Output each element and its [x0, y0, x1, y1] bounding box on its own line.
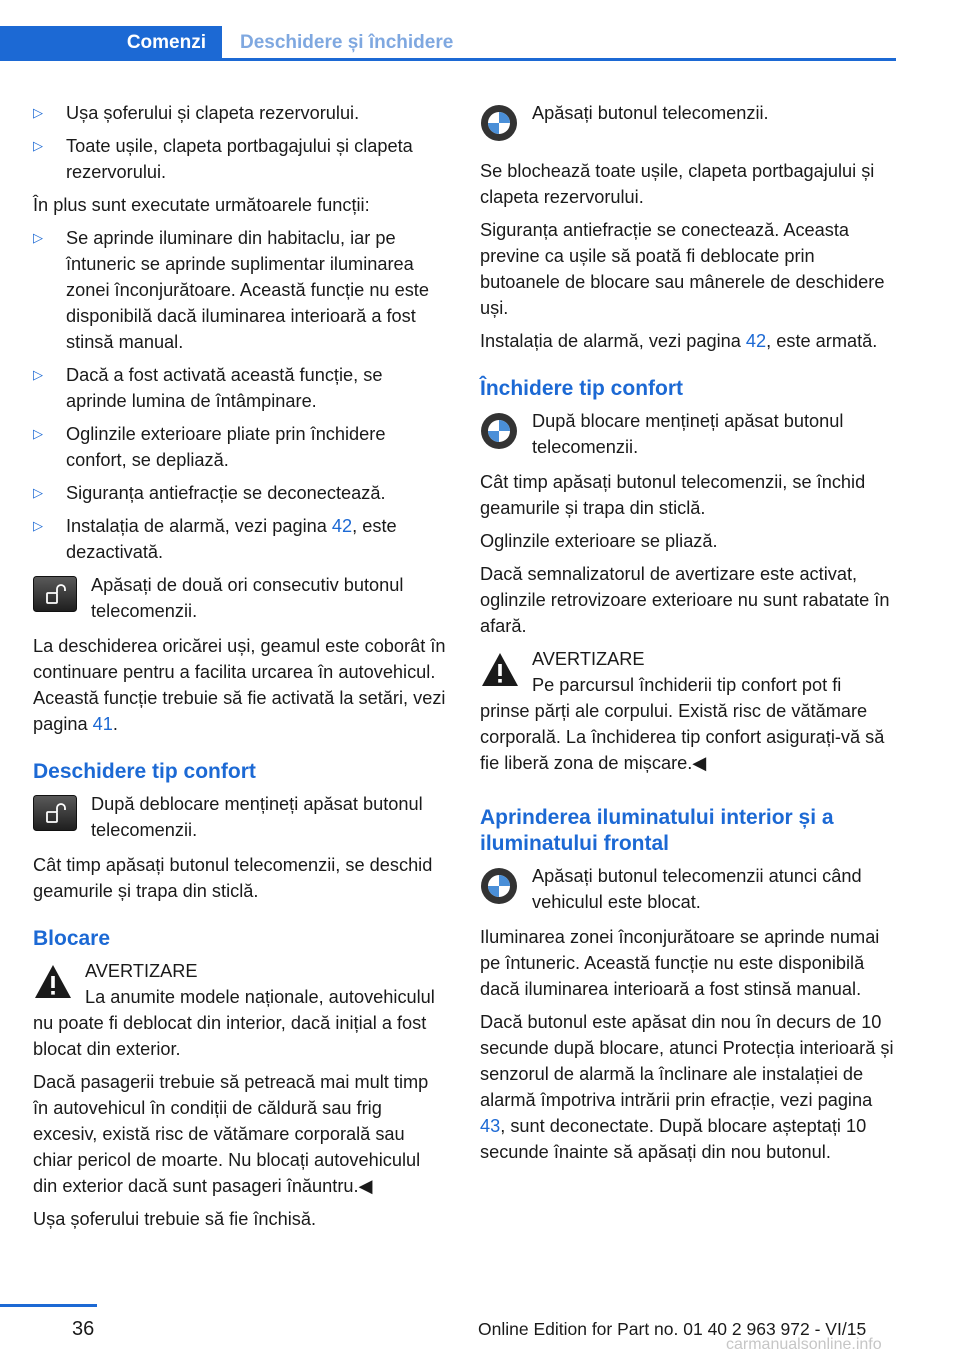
comfort-open-hold-text: După deblocare mențineți apăsat butonul telecomenzii.: [91, 794, 423, 840]
warning-text: La anumite modele naționale, autovehiculul nu poate fi deblocat din interior, dacă inițial a fost blocat din exterior.: [33, 987, 435, 1059]
list-item: ▷ Toate ușile, clapeta portbagajului și clapeta rezervorului.: [33, 133, 447, 185]
warning-icon: [33, 962, 73, 1002]
tab-comenzi[interactable]: Comenzi: [0, 26, 222, 60]
unlock-button-icon: [33, 795, 77, 838]
comfort-close-desc: Cât timp apăsați butonul telecomenzii, se închid geamurile și trapa din sticlă.: [480, 472, 866, 518]
header-bar: [0, 0, 896, 62]
list-item-text: Instalația de alarmă, vezi pagina: [66, 516, 332, 536]
press-again-text: Dacă butonul este apăsat din nou în decurs de 10 secunde după blocare, atunci Protecția interioară și senzorul de alarmă la înclinare ale instalației de alarmă împotriva intrării prin efracție, vezi pagina 43, sunt deconectate. După blocare așteptați 10 secunde înainte să apăsați din nou butonul.: [480, 1012, 894, 1162]
list-item: ▷ Ușa șoferului și clapeta rezervorului.: [33, 100, 447, 126]
right-column: [480, 100, 894, 1172]
warning-block-comfort: [480, 646, 894, 783]
bmw-key-icon: [480, 412, 518, 457]
list-item: ▷ Se aprinde iluminare din habitaclu, iar pe întuneric se aprinde suplimentar iluminarea zonei înconjurătoare. Această funcție nu este disponibilă dacă iluminarea interioară a fost stinsă manual.: [33, 225, 447, 355]
comfort-open-instruction: [33, 791, 447, 843]
warning-icon: [480, 650, 520, 690]
warning-text: Dacă pasagerii trebuie să petreacă mai mult timp în autovehicul în condiții de căldură sau frig excesiv, există risc de vătămare corporală sau chiar pericol de moarte. Nu blocați autovehiculul din exterior dacă sunt pasageri înăuntru.◀: [33, 1072, 429, 1196]
warning-title: AVERTIZARE: [532, 649, 645, 669]
driver-door-text: Ușa șoferului trebuie să fie închisă.: [33, 1209, 317, 1229]
left-column: [33, 100, 447, 1239]
page-number: 36: [72, 1318, 95, 1340]
alarm-armed-text: Instalația de alarmă, vezi pagina 42, este armată.: [480, 331, 878, 351]
edition-text: Online Edition for Part no. 01 40 2 963 972 - VI/15: [478, 1319, 867, 1339]
hazard-text: Dacă semnalizatorul de avertizare este activat, oglinzile retrovizoare exterioare nu sunt rabatate în afară.: [480, 564, 890, 636]
unlock-button-icon: [33, 576, 77, 619]
page-link-41[interactable]: 41: [92, 714, 113, 734]
surround-light-text: Iluminarea zonei înconjurătoare se aprinde numai pe întuneric. Această funcție nu este disponibilă dacă iluminarea interioară a fost stinsă manual.: [480, 927, 880, 999]
warning-text: Pe parcursul închiderii tip confort pot fi prinse părți ale corpului. Există risc de vătămare corporală. La închiderea tip confort asigurați-vă să fie liberă zona de mișcare.◀: [480, 675, 885, 773]
press-button-text: Apăsați butonul telecomenzii.: [532, 103, 769, 123]
unlock-instruction: [33, 572, 447, 624]
comfort-close-hold-text: După blocare mențineți apăsat butonul telecomenzii.: [532, 411, 844, 457]
lights-instruction: [480, 863, 894, 915]
functions-intro: În plus sunt executate următoarele funcții:: [33, 195, 370, 215]
footer-rule: [0, 1304, 97, 1307]
antitheft-text: Siguranța antiefracție se conectează. Aceasta previne ca ușile să poată fi deblocate prin butoanele de blocare sau mânerele de deschidere uși.: [480, 220, 885, 318]
press-locked-text: Apăsați butonul telecomenzii atunci când vehiculul este blocat.: [532, 866, 862, 912]
heading-lock: Blocare: [33, 927, 111, 950]
warning-block-lock: [33, 958, 447, 1206]
watermark: carmanualsonline.info: [726, 1336, 882, 1353]
open-door-text: La deschiderea oricărei uși, geamul este coborât în continuare pentru a facilita urcarea în autovehicul. Această funcție trebuie să fie activată la setări, vezi pagina 41.: [33, 636, 446, 734]
comfort-close-instruction: [480, 408, 894, 460]
heading-comfort-open: Deschidere tip confort: [33, 760, 256, 783]
list-item: ▷ Dacă a fost activată această funcție, se aprinde lumina de întâmpinare.: [33, 362, 447, 414]
bmw-key-icon: [480, 104, 518, 149]
list-item: ▷ Siguranța antiefracție se deconectează.: [33, 480, 447, 506]
bmw-key-icon: [480, 867, 518, 912]
bullet-list-functions: [33, 225, 447, 565]
heading-lights: Aprinderea iluminatului interior și a iluminatului frontal: [480, 806, 834, 855]
bullet-list-locks: [33, 100, 447, 185]
header-rule: [0, 58, 896, 61]
locks-all-text: Se blochează toate ușile, clapeta portbagajului și clapeta rezervorului.: [480, 161, 875, 207]
heading-comfort-close: Închidere tip confort: [480, 377, 684, 400]
list-item: ▷ Oglinzile exterioare pliate prin închidere confort, se depliază.: [33, 421, 447, 473]
press-twice-text: Apăsați de două ori consecutiv butonul telecomenzii.: [91, 575, 404, 621]
page-link-43[interactable]: 43: [480, 1116, 501, 1136]
mirrors-fold-text: Oglinzile exterioare se pliază.: [480, 531, 718, 551]
comfort-open-desc: Cât timp apăsați butonul telecomenzii, se deschid geamurile și trapa din sticlă.: [33, 855, 433, 901]
list-item: [33, 513, 447, 565]
warning-title: AVERTIZARE: [85, 961, 198, 981]
page-link-42[interactable]: 42: [745, 331, 767, 351]
lock-instruction: [480, 100, 894, 149]
tab-deschidere-inchidere[interactable]: Deschidere și închidere: [240, 32, 454, 53]
page-link-42[interactable]: 42: [331, 516, 353, 536]
list-item-text: , este dezactivată.: [66, 516, 397, 562]
